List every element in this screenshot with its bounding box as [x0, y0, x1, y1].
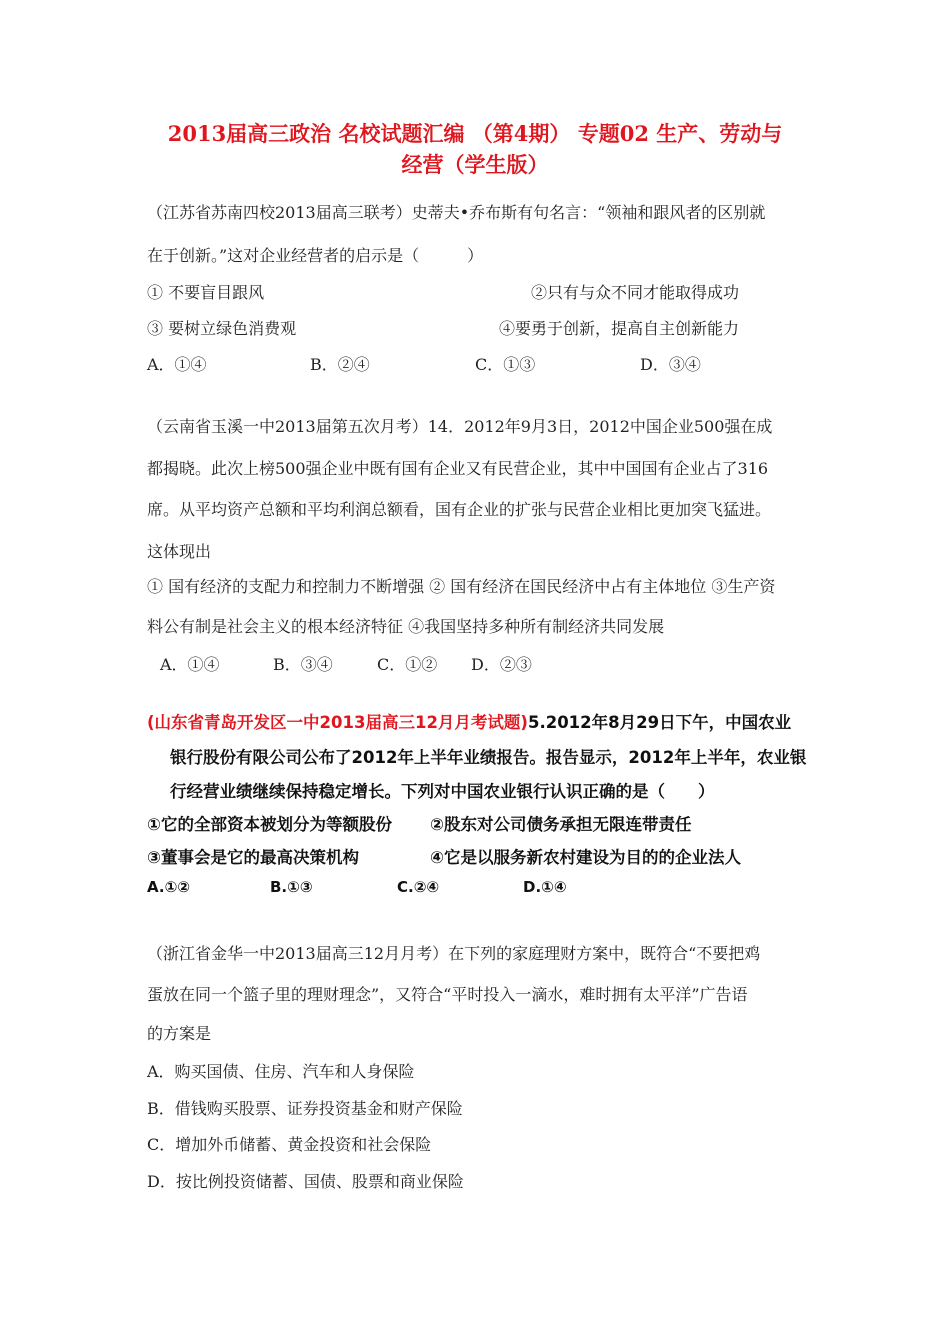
q2-stem-line-3: 席。从平均资产总额和平均利润总额看，国有企业的扩张与民营企业相比更加突飞猛进。: [147, 500, 772, 519]
document-title: [130, 118, 820, 180]
q3-statement-1: ①它的全部资本被划分为等额股份: [147, 815, 392, 834]
q2-option-d: D．②③: [471, 655, 532, 674]
q4-stem-line-2: 蛋放在同一个篮子里的理财理念”，又符合“平时投入一滴水，难时拥有太平洋”广告语: [147, 985, 748, 1004]
q2-statements-line-2: 料公有制是社会主义的根本经济特征 ④我国坚持多种所有制经济共同发展: [147, 617, 665, 636]
q4-option-a: A．购买国债、住房、汽车和人身保险: [147, 1062, 415, 1081]
q3-stem-line-1: [147, 709, 791, 733]
q2-option-c: C．①②: [377, 655, 438, 674]
q3-stem-line-3: 行经营业绩继续保持稳定增长。下列对中国农业银行认识正确的是（ ）: [170, 782, 715, 801]
q3-option-d: D.①④: [523, 878, 567, 896]
title-line-2: 经营（学生版）: [401, 152, 549, 177]
q2-option-a: A．①④: [160, 655, 220, 674]
q1-option-d: D．③④: [640, 355, 701, 374]
q3-stem-line-2: 银行股份有限公司公布了2012年上半年业绩报告。报告显示，2012年上半年，农业银: [170, 748, 807, 767]
q1-option-c: C．①③: [475, 355, 536, 374]
q4-option-d: D．按比例投资储蓄、国债、股票和商业保险: [147, 1172, 464, 1191]
q1-statement-2: ②只有与众不同才能取得成功: [531, 283, 740, 302]
q1-stem-line-1: （江苏省苏南四校2013届高三联考）史蒂夫•乔布斯有句名言：“领袖和跟风者的区别就: [147, 203, 766, 222]
q3-statement-3: ③董事会是它的最高决策机构: [147, 848, 359, 867]
q3-option-c: C.②④: [397, 878, 440, 896]
q4-stem-line-3: 的方案是: [147, 1024, 212, 1043]
q1-statement-3: ③ 要树立绿色消费观: [147, 319, 297, 338]
q1-option-a: A．①④: [147, 355, 207, 374]
q3-source: (山东省青岛开发区一中2013届高三12月月考试题): [147, 713, 528, 732]
q4-option-c: C．增加外币储蓄、黄金投资和社会保险: [147, 1135, 432, 1154]
q2-statements-line-1: ① 国有经济的支配力和控制力不断增强 ② 国有经济在国民经济中占有主体地位 ③生产资: [147, 577, 776, 596]
q2-stem-line-2: 都揭晓。此次上榜500强企业中既有国有企业又有民营企业，其中中国国有企业占了316: [147, 459, 769, 478]
q3-stem-line-1-rest: 5.2012年8月29日下午，中国农业: [527, 713, 792, 732]
q4-stem-line-1: （浙江省金华一中2013届高三12月月考）在下列的家庭理财方案中，既符合“不要把鸡: [147, 944, 761, 963]
q1-stem-line-2: 在于创新。”这对企业经营者的启示是（ ）: [147, 246, 484, 265]
q1-statement-4: ④要勇于创新，提高自主创新能力: [499, 319, 740, 338]
q4-option-b: B．借钱购买股票、证券投资基金和财产保险: [147, 1099, 463, 1118]
q1-option-b: B．②④: [310, 355, 370, 374]
q3-option-a: A.①②: [147, 878, 190, 896]
q1-statement-1: ① 不要盲目跟风: [147, 283, 265, 302]
q3-statement-4: ④它是以服务新农村建设为目的的企业法人: [430, 848, 741, 867]
title-line-1: 2013届高三政治 名校试题汇编 （第4期） 专题02 生产、劳动与: [167, 121, 783, 146]
q3-option-b: B.①③: [270, 878, 313, 896]
q3-statement-2: ②股东对公司债务承担无限连带责任: [430, 815, 692, 834]
q2-stem-line-1: （云南省玉溪一中2013届第五次月考）14．2012年9月3日，2012中国企业500强在成: [147, 417, 773, 436]
q2-stem-line-4: 这体现出: [147, 542, 212, 561]
q2-option-b: B．③④: [273, 655, 333, 674]
